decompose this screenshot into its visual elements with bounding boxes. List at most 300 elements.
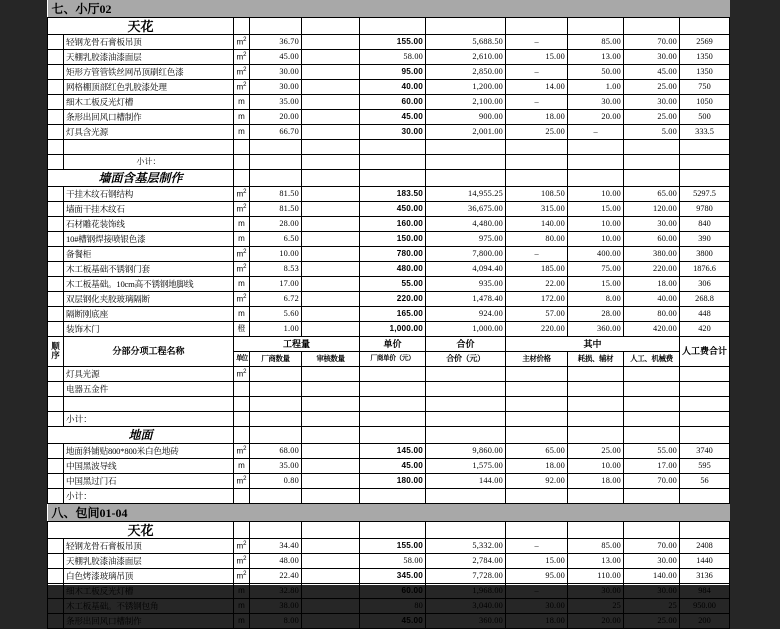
- empty-cell[interactable]: [680, 489, 730, 504]
- labor-sum-cell[interactable]: 268.8: [680, 292, 730, 307]
- empty-cell[interactable]: [48, 140, 64, 155]
- empty-cell[interactable]: [250, 522, 302, 539]
- item-name[interactable]: 轻钢龙骨石膏板吊顶: [64, 539, 234, 554]
- empty-cell[interactable]: [234, 18, 250, 35]
- vendor-qty-cell[interactable]: [250, 367, 302, 382]
- main-material-cell[interactable]: 25.00: [506, 125, 568, 140]
- audit-qty-cell[interactable]: [302, 202, 360, 217]
- vendor-price-cell[interactable]: 45.00: [360, 110, 426, 125]
- labor-machine-cell[interactable]: 70.00: [624, 474, 680, 489]
- main-material-cell[interactable]: –: [506, 35, 568, 50]
- audit-qty-cell[interactable]: [302, 262, 360, 277]
- labor-machine-cell[interactable]: 25: [624, 599, 680, 614]
- empty-cell[interactable]: [302, 522, 360, 539]
- labor-sum-cell[interactable]: 3136: [680, 569, 730, 584]
- labor-sum-cell[interactable]: 306: [680, 277, 730, 292]
- aux-material-cell[interactable]: 50.00: [568, 65, 624, 80]
- unit-cell[interactable]: m: [234, 307, 250, 322]
- empty-cell[interactable]: [426, 397, 506, 412]
- aux-material-cell[interactable]: 400.00: [568, 247, 624, 262]
- empty-cell[interactable]: [250, 18, 302, 35]
- main-material-cell[interactable]: 18.00: [506, 614, 568, 629]
- empty-cell[interactable]: [64, 140, 234, 155]
- main-material-cell[interactable]: [506, 382, 568, 397]
- aux-material-cell[interactable]: 30.00: [568, 584, 624, 599]
- empty-cell[interactable]: [426, 170, 506, 187]
- vendor-price-cell[interactable]: 180.00: [360, 474, 426, 489]
- labor-sum-cell[interactable]: 595: [680, 459, 730, 474]
- audit-qty-cell[interactable]: [302, 35, 360, 50]
- empty-cell[interactable]: [360, 522, 426, 539]
- item-name[interactable]: 中国黑过门石: [64, 474, 234, 489]
- vendor-qty-cell[interactable]: 8.53: [250, 262, 302, 277]
- labor-machine-cell[interactable]: 420.00: [624, 322, 680, 337]
- empty-cell[interactable]: [250, 170, 302, 187]
- total-price-cell[interactable]: 36,675.00: [426, 202, 506, 217]
- empty-cell[interactable]: [250, 489, 302, 504]
- labor-sum-cell[interactable]: 1350: [680, 65, 730, 80]
- empty-cell[interactable]: [506, 412, 568, 427]
- aux-material-cell[interactable]: 360.00: [568, 322, 624, 337]
- aux-material-cell[interactable]: 13.00: [568, 50, 624, 65]
- empty-cell[interactable]: [234, 489, 250, 504]
- total-price-cell[interactable]: 4,094.40: [426, 262, 506, 277]
- vendor-price-cell[interactable]: 345.00: [360, 569, 426, 584]
- item-name[interactable]: 石材雕花装饰线: [64, 217, 234, 232]
- main-material-cell[interactable]: –: [506, 539, 568, 554]
- vendor-qty-cell[interactable]: 81.50: [250, 202, 302, 217]
- vendor-qty-cell[interactable]: 30.00: [250, 80, 302, 95]
- vendor-qty-cell[interactable]: 28.00: [250, 217, 302, 232]
- main-material-cell[interactable]: 92.00: [506, 474, 568, 489]
- vendor-price-cell[interactable]: 40.00: [360, 80, 426, 95]
- unit-cell[interactable]: $m^2$: [234, 35, 250, 50]
- item-name[interactable]: 木工板基础。10cm高不锈钢地脚线: [64, 277, 234, 292]
- empty-cell[interactable]: [506, 170, 568, 187]
- aux-material-cell[interactable]: 18.00: [568, 474, 624, 489]
- vendor-price-cell[interactable]: [360, 382, 426, 397]
- labor-machine-cell[interactable]: 380.00: [624, 247, 680, 262]
- audit-qty-cell[interactable]: [302, 444, 360, 459]
- item-name[interactable]: 天棚乳胶漆油漆面层: [64, 50, 234, 65]
- empty-cell[interactable]: [506, 489, 568, 504]
- item-name[interactable]: 天棚乳胶漆油漆面层: [64, 554, 234, 569]
- vendor-price-cell[interactable]: 183.50: [360, 187, 426, 202]
- main-material-cell[interactable]: 14.00: [506, 80, 568, 95]
- vendor-price-cell[interactable]: 80: [360, 599, 426, 614]
- empty-cell[interactable]: [234, 397, 250, 412]
- vendor-price-cell[interactable]: 60.00: [360, 584, 426, 599]
- labor-machine-cell[interactable]: 55.00: [624, 444, 680, 459]
- total-price-cell[interactable]: 3,040.00: [426, 599, 506, 614]
- empty-cell[interactable]: [568, 155, 624, 170]
- labor-sum-cell[interactable]: 420: [680, 322, 730, 337]
- item-name[interactable]: 木工板基础不锈钢门套: [64, 262, 234, 277]
- row-seq[interactable]: [48, 412, 64, 427]
- empty-cell[interactable]: [568, 18, 624, 35]
- audit-qty-cell[interactable]: [302, 584, 360, 599]
- aux-material-cell[interactable]: 10.00: [568, 459, 624, 474]
- row-seq[interactable]: [48, 155, 64, 170]
- total-price-cell[interactable]: 4,480.00: [426, 217, 506, 232]
- item-name[interactable]: 条形出回风口槽制作: [64, 614, 234, 629]
- empty-cell[interactable]: [624, 489, 680, 504]
- labor-machine-cell[interactable]: 30.00: [624, 217, 680, 232]
- empty-cell[interactable]: [302, 412, 360, 427]
- labor-machine-cell[interactable]: 70.00: [624, 539, 680, 554]
- labor-machine-cell[interactable]: 30.00: [624, 554, 680, 569]
- main-material-cell[interactable]: –: [506, 247, 568, 262]
- audit-qty-cell[interactable]: [302, 554, 360, 569]
- item-name[interactable]: 灯具光源: [64, 367, 234, 382]
- row-seq[interactable]: [48, 35, 64, 50]
- empty-cell[interactable]: [234, 412, 250, 427]
- labor-sum-cell[interactable]: 390: [680, 232, 730, 247]
- total-price-cell[interactable]: 2,610.00: [426, 50, 506, 65]
- row-seq[interactable]: [48, 277, 64, 292]
- aux-material-cell[interactable]: 10.00: [568, 232, 624, 247]
- main-material-cell[interactable]: 80.00: [506, 232, 568, 247]
- row-seq[interactable]: [48, 292, 64, 307]
- item-name[interactable]: 墙面干挂木纹石: [64, 202, 234, 217]
- item-name[interactable]: 备餐柜: [64, 247, 234, 262]
- total-price-cell[interactable]: 5,332.00: [426, 539, 506, 554]
- vendor-qty-cell[interactable]: 36.70: [250, 35, 302, 50]
- labor-sum-cell[interactable]: 1350: [680, 50, 730, 65]
- vendor-qty-cell[interactable]: 68.00: [250, 444, 302, 459]
- empty-cell[interactable]: [568, 412, 624, 427]
- labor-sum-cell[interactable]: [680, 367, 730, 382]
- audit-qty-cell[interactable]: [302, 307, 360, 322]
- vendor-price-cell[interactable]: 58.00: [360, 50, 426, 65]
- empty-cell[interactable]: [624, 522, 680, 539]
- empty-cell[interactable]: [302, 397, 360, 412]
- empty-cell[interactable]: [250, 140, 302, 155]
- total-price-cell[interactable]: 900.00: [426, 110, 506, 125]
- main-material-cell[interactable]: 185.00: [506, 262, 568, 277]
- audit-qty-cell[interactable]: [302, 322, 360, 337]
- empty-cell[interactable]: [302, 140, 360, 155]
- labor-sum-cell[interactable]: 1440: [680, 554, 730, 569]
- labor-machine-cell[interactable]: 65.00: [624, 187, 680, 202]
- main-material-cell[interactable]: 315.00: [506, 202, 568, 217]
- total-price-cell[interactable]: 9,860.00: [426, 444, 506, 459]
- aux-material-cell[interactable]: 10.00: [568, 217, 624, 232]
- total-price-cell[interactable]: 1,000.00: [426, 322, 506, 337]
- audit-qty-cell[interactable]: [302, 95, 360, 110]
- audit-qty-cell[interactable]: [302, 474, 360, 489]
- aux-material-cell[interactable]: 85.00: [568, 539, 624, 554]
- row-seq[interactable]: [48, 50, 64, 65]
- audit-qty-cell[interactable]: [302, 367, 360, 382]
- main-material-cell[interactable]: 15.00: [506, 50, 568, 65]
- vendor-price-cell[interactable]: 160.00: [360, 217, 426, 232]
- labor-sum-cell[interactable]: 200: [680, 614, 730, 629]
- item-name[interactable]: 中国黑波导线: [64, 459, 234, 474]
- labor-sum-cell[interactable]: 5297.5: [680, 187, 730, 202]
- main-material-cell[interactable]: 220.00: [506, 322, 568, 337]
- row-seq[interactable]: [48, 614, 64, 629]
- empty-cell[interactable]: [234, 140, 250, 155]
- item-name[interactable]: 双层钢化夹胶玻璃隔断: [64, 292, 234, 307]
- row-seq[interactable]: [48, 232, 64, 247]
- main-material-cell[interactable]: 18.00: [506, 459, 568, 474]
- empty-cell[interactable]: [506, 522, 568, 539]
- empty-cell[interactable]: [302, 427, 360, 444]
- item-name[interactable]: 10#槽钢焊接喷银色漆: [64, 232, 234, 247]
- empty-cell[interactable]: [568, 489, 624, 504]
- main-material-cell[interactable]: 172.00: [506, 292, 568, 307]
- labor-machine-cell[interactable]: 17.00: [624, 459, 680, 474]
- empty-cell[interactable]: [360, 170, 426, 187]
- labor-sum-cell[interactable]: 2569: [680, 35, 730, 50]
- row-seq[interactable]: [48, 307, 64, 322]
- row-seq[interactable]: [48, 322, 64, 337]
- aux-material-cell[interactable]: 25: [568, 599, 624, 614]
- total-price-cell[interactable]: 1,200.00: [426, 80, 506, 95]
- total-price-cell[interactable]: 2,850.00: [426, 65, 506, 80]
- labor-machine-cell[interactable]: 60.00: [624, 232, 680, 247]
- aux-material-cell[interactable]: 85.00: [568, 35, 624, 50]
- total-price-cell[interactable]: 7,728.00: [426, 569, 506, 584]
- total-price-cell[interactable]: 2,784.00: [426, 554, 506, 569]
- labor-machine-cell[interactable]: 45.00: [624, 65, 680, 80]
- labor-machine-cell[interactable]: 30.00: [624, 50, 680, 65]
- main-material-cell[interactable]: 108.50: [506, 187, 568, 202]
- aux-material-cell[interactable]: 20.00: [568, 110, 624, 125]
- unit-cell[interactable]: m: [234, 584, 250, 599]
- empty-cell[interactable]: [360, 18, 426, 35]
- empty-cell[interactable]: [506, 155, 568, 170]
- item-name[interactable]: 地面斜铺贴800*800米白色地砖: [64, 444, 234, 459]
- empty-cell[interactable]: [64, 397, 234, 412]
- vendor-price-cell[interactable]: 780.00: [360, 247, 426, 262]
- vendor-qty-cell[interactable]: 32.80: [250, 584, 302, 599]
- aux-material-cell[interactable]: –: [568, 125, 624, 140]
- empty-cell[interactable]: [234, 522, 250, 539]
- empty-cell[interactable]: [568, 427, 624, 444]
- labor-sum-cell[interactable]: 3800: [680, 247, 730, 262]
- vendor-price-cell[interactable]: 155.00: [360, 35, 426, 50]
- item-name[interactable]: 条形出回风口槽制作: [64, 110, 234, 125]
- audit-qty-cell[interactable]: [302, 232, 360, 247]
- row-seq[interactable]: [48, 554, 64, 569]
- total-price-cell[interactable]: 924.00: [426, 307, 506, 322]
- audit-qty-cell[interactable]: [302, 277, 360, 292]
- item-name[interactable]: 网格棚顶部红色乳胶漆处理: [64, 80, 234, 95]
- empty-cell[interactable]: [426, 155, 506, 170]
- empty-cell[interactable]: [302, 18, 360, 35]
- aux-material-cell[interactable]: 20.00: [568, 614, 624, 629]
- row-seq[interactable]: [48, 202, 64, 217]
- total-price-cell[interactable]: [426, 382, 506, 397]
- unit-cell[interactable]: $m^2$: [234, 65, 250, 80]
- vendor-price-cell[interactable]: 60.00: [360, 95, 426, 110]
- total-price-cell[interactable]: 2,100.00: [426, 95, 506, 110]
- audit-qty-cell[interactable]: [302, 50, 360, 65]
- unit-cell[interactable]: m: [234, 277, 250, 292]
- main-material-cell[interactable]: 65.00: [506, 444, 568, 459]
- empty-cell[interactable]: [234, 155, 250, 170]
- unit-cell[interactable]: m: [234, 217, 250, 232]
- row-seq[interactable]: [48, 459, 64, 474]
- total-price-cell[interactable]: 1,968.00: [426, 584, 506, 599]
- total-price-cell[interactable]: 14,955.25: [426, 187, 506, 202]
- vendor-price-cell[interactable]: 30.00: [360, 125, 426, 140]
- audit-qty-cell[interactable]: [302, 599, 360, 614]
- labor-sum-cell[interactable]: 2408: [680, 539, 730, 554]
- empty-cell[interactable]: [360, 140, 426, 155]
- vendor-qty-cell[interactable]: 81.50: [250, 187, 302, 202]
- total-price-cell[interactable]: 5,688.50: [426, 35, 506, 50]
- vendor-qty-cell[interactable]: 6.72: [250, 292, 302, 307]
- row-seq[interactable]: [48, 569, 64, 584]
- labor-machine-cell[interactable]: 140.00: [624, 569, 680, 584]
- row-seq[interactable]: [48, 382, 64, 397]
- unit-cell[interactable]: $m^2$: [234, 202, 250, 217]
- empty-cell[interactable]: [680, 412, 730, 427]
- empty-cell[interactable]: [426, 489, 506, 504]
- empty-cell[interactable]: [624, 412, 680, 427]
- empty-cell[interactable]: [506, 140, 568, 155]
- labor-machine-cell[interactable]: 40.00: [624, 292, 680, 307]
- empty-cell[interactable]: [624, 170, 680, 187]
- vendor-qty-cell[interactable]: 34.40: [250, 539, 302, 554]
- empty-cell[interactable]: [250, 397, 302, 412]
- unit-cell[interactable]: $m^2$: [234, 367, 250, 382]
- vendor-qty-cell[interactable]: 6.50: [250, 232, 302, 247]
- total-price-cell[interactable]: [426, 367, 506, 382]
- unit-cell[interactable]: $m^2$: [234, 539, 250, 554]
- vendor-price-cell[interactable]: 220.00: [360, 292, 426, 307]
- audit-qty-cell[interactable]: [302, 382, 360, 397]
- empty-cell[interactable]: [506, 397, 568, 412]
- empty-cell[interactable]: [250, 155, 302, 170]
- vendor-price-cell[interactable]: 58.00: [360, 554, 426, 569]
- labor-machine-cell[interactable]: 25.00: [624, 80, 680, 95]
- empty-cell[interactable]: [426, 412, 506, 427]
- labor-machine-cell[interactable]: 70.00: [624, 35, 680, 50]
- main-material-cell[interactable]: 140.00: [506, 217, 568, 232]
- labor-machine-cell[interactable]: 220.00: [624, 262, 680, 277]
- labor-machine-cell[interactable]: [624, 382, 680, 397]
- empty-cell[interactable]: [426, 427, 506, 444]
- row-seq[interactable]: [48, 125, 64, 140]
- aux-material-cell[interactable]: 13.00: [568, 554, 624, 569]
- aux-material-cell[interactable]: 8.00: [568, 292, 624, 307]
- row-seq[interactable]: [48, 80, 64, 95]
- labor-sum-cell[interactable]: 1876.6: [680, 262, 730, 277]
- unit-cell[interactable]: $m^2$: [234, 80, 250, 95]
- audit-qty-cell[interactable]: [302, 110, 360, 125]
- labor-sum-cell[interactable]: 984: [680, 584, 730, 599]
- empty-cell[interactable]: [680, 427, 730, 444]
- empty-cell[interactable]: [426, 18, 506, 35]
- total-price-cell[interactable]: 975.00: [426, 232, 506, 247]
- row-seq[interactable]: [48, 489, 64, 504]
- row-seq[interactable]: [48, 187, 64, 202]
- main-material-cell[interactable]: 18.00: [506, 110, 568, 125]
- empty-cell[interactable]: [302, 170, 360, 187]
- vendor-price-cell[interactable]: 165.00: [360, 307, 426, 322]
- unit-cell[interactable]: $m^2$: [234, 292, 250, 307]
- item-name[interactable]: 轻钢龙骨石膏板吊顶: [64, 35, 234, 50]
- spreadsheet-viewport[interactable]: [47, 0, 729, 626]
- empty-cell[interactable]: [360, 412, 426, 427]
- empty-cell[interactable]: [568, 397, 624, 412]
- empty-cell[interactable]: [426, 140, 506, 155]
- audit-qty-cell[interactable]: [302, 292, 360, 307]
- labor-sum-cell[interactable]: 840: [680, 217, 730, 232]
- audit-qty-cell[interactable]: [302, 125, 360, 140]
- row-seq[interactable]: [48, 95, 64, 110]
- empty-cell[interactable]: [360, 489, 426, 504]
- empty-cell[interactable]: [624, 140, 680, 155]
- labor-sum-cell[interactable]: 950.00: [680, 599, 730, 614]
- empty-cell[interactable]: [506, 427, 568, 444]
- unit-cell[interactable]: $m^2$: [234, 569, 250, 584]
- vendor-price-cell[interactable]: 450.00: [360, 202, 426, 217]
- vendor-price-cell[interactable]: 1,000.00: [360, 322, 426, 337]
- audit-qty-cell[interactable]: [302, 187, 360, 202]
- vendor-qty-cell[interactable]: 38.00: [250, 599, 302, 614]
- empty-cell[interactable]: [360, 427, 426, 444]
- labor-machine-cell[interactable]: 5.00: [624, 125, 680, 140]
- unit-cell[interactable]: $m^2$: [234, 444, 250, 459]
- unit-cell[interactable]: m: [234, 459, 250, 474]
- item-name[interactable]: 细木工板反光灯槽: [64, 584, 234, 599]
- row-seq[interactable]: [48, 584, 64, 599]
- empty-cell[interactable]: [302, 489, 360, 504]
- unit-cell[interactable]: $m^2$: [234, 474, 250, 489]
- main-material-cell[interactable]: 30.00: [506, 599, 568, 614]
- aux-material-cell[interactable]: 30.00: [568, 95, 624, 110]
- vendor-qty-cell[interactable]: 35.00: [250, 95, 302, 110]
- main-material-cell[interactable]: 57.00: [506, 307, 568, 322]
- vendor-price-cell[interactable]: 45.00: [360, 614, 426, 629]
- main-material-cell[interactable]: 95.00: [506, 569, 568, 584]
- item-name[interactable]: 木工板基础。不锈钢包角: [64, 599, 234, 614]
- audit-qty-cell[interactable]: [302, 247, 360, 262]
- empty-cell[interactable]: [680, 140, 730, 155]
- aux-material-cell[interactable]: [568, 367, 624, 382]
- vendor-price-cell[interactable]: 55.00: [360, 277, 426, 292]
- vendor-qty-cell[interactable]: 1.00: [250, 322, 302, 337]
- labor-sum-cell[interactable]: 3740: [680, 444, 730, 459]
- item-name[interactable]: 隔断刚底座: [64, 307, 234, 322]
- vendor-price-cell[interactable]: 480.00: [360, 262, 426, 277]
- labor-machine-cell[interactable]: [624, 367, 680, 382]
- vendor-qty-cell[interactable]: 8.00: [250, 614, 302, 629]
- labor-machine-cell[interactable]: 30.00: [624, 584, 680, 599]
- aux-material-cell[interactable]: 25.00: [568, 444, 624, 459]
- total-price-cell[interactable]: 360.00: [426, 614, 506, 629]
- vendor-qty-cell[interactable]: 20.00: [250, 110, 302, 125]
- unit-cell[interactable]: m: [234, 95, 250, 110]
- unit-cell[interactable]: m: [234, 599, 250, 614]
- empty-cell[interactable]: [680, 522, 730, 539]
- audit-qty-cell[interactable]: [302, 65, 360, 80]
- unit-cell[interactable]: m: [234, 125, 250, 140]
- labor-machine-cell[interactable]: 25.00: [624, 614, 680, 629]
- empty-cell[interactable]: [624, 155, 680, 170]
- item-name[interactable]: 电器五金件: [64, 382, 234, 397]
- empty-cell[interactable]: [234, 427, 250, 444]
- row-seq[interactable]: [48, 217, 64, 232]
- unit-cell[interactable]: $m^2$: [234, 50, 250, 65]
- audit-qty-cell[interactable]: [302, 539, 360, 554]
- vendor-price-cell[interactable]: 155.00: [360, 539, 426, 554]
